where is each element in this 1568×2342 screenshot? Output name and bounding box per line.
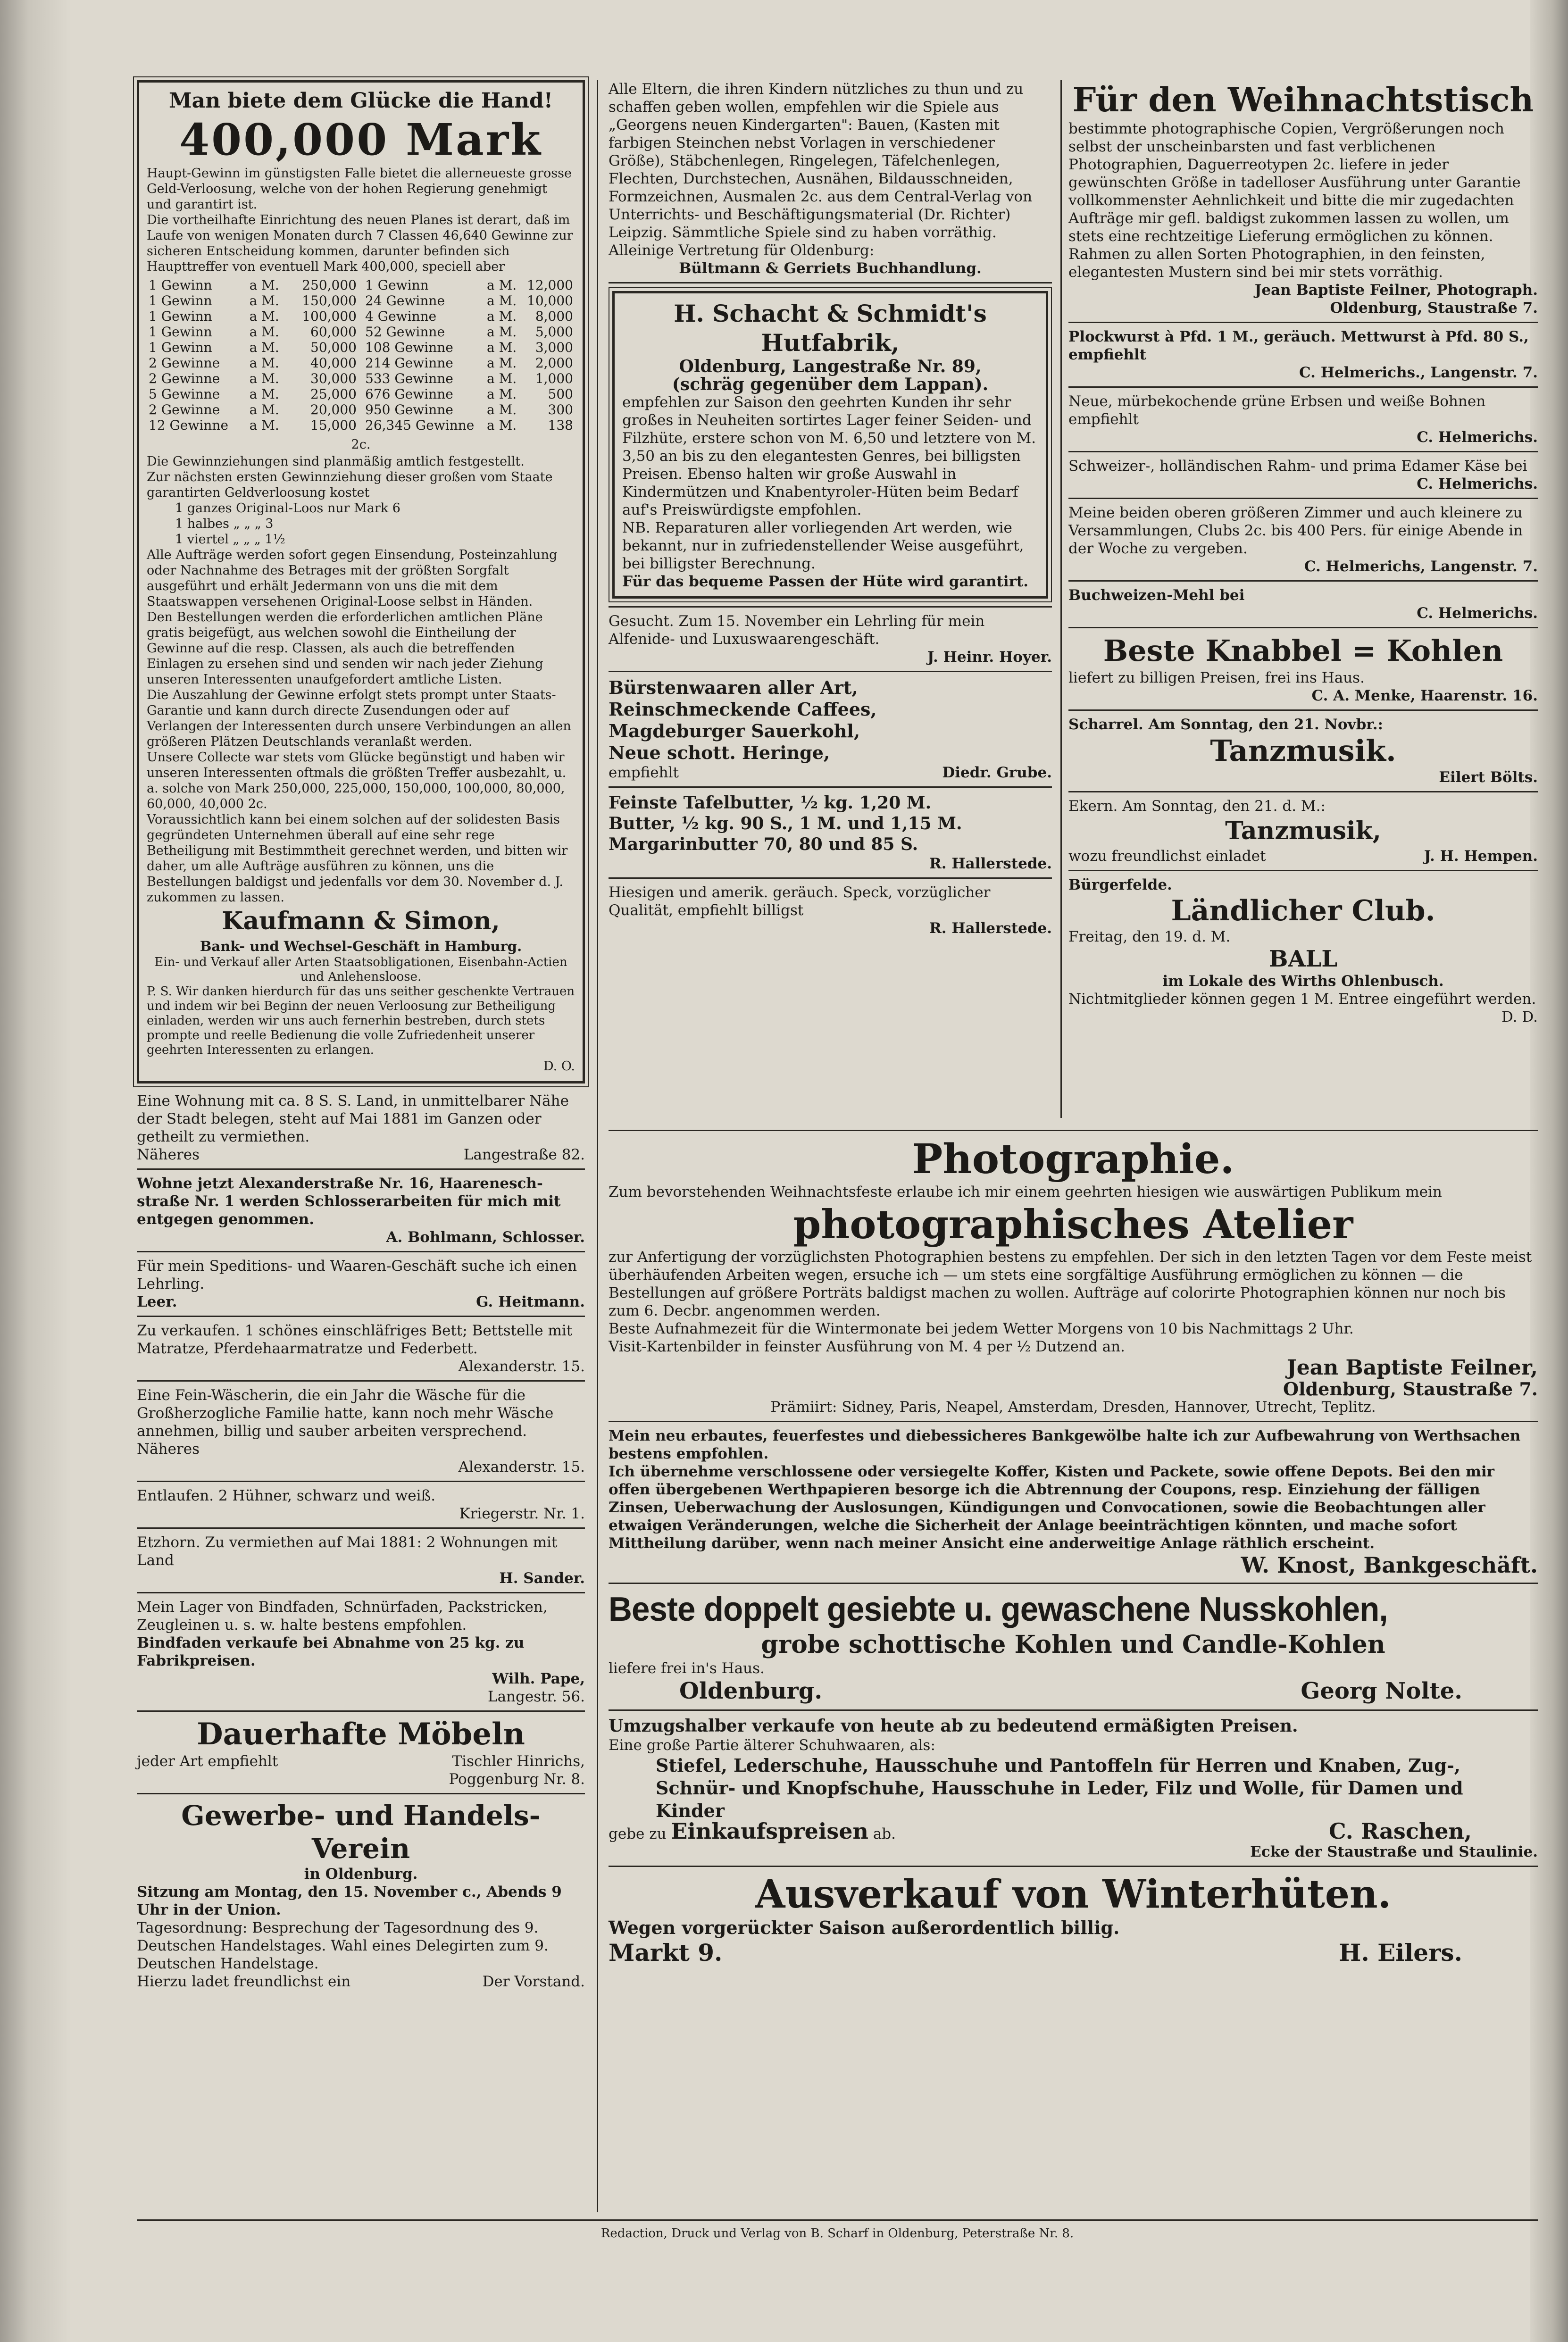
prize-row bbox=[363, 340, 575, 355]
ad-weihnachtstisch-body: bestimmte photographische Copien, Vergrößerungen noch selbst der unscheinbarsten und fast verblichenen Photographien, Daguerreotypen 2c. liefere in jeder gewünschten Größe in tadelloser Ausführung unter Garantie vollkommenster Aehnlichkeit und bitte die mir zugedachten Aufträge mir gefl. baldigst zukommen lassen zu wollen, um stets eine rechtzeitige Lieferung ermöglichen zu können. Rahmen zu allen Sorten Photographien, in den feinsten, elegantesten Mustern sind bei mir stets vorräthig. bbox=[1068, 120, 1521, 281]
prize-row bbox=[147, 308, 359, 324]
prize-cell: 2 Gewinne bbox=[149, 355, 220, 371]
ad-helmerichs-mehl-signature: C. Helmerichs. bbox=[1417, 605, 1538, 622]
prize-row bbox=[363, 293, 575, 308]
ad-nolte-signature: Georg Nolte. bbox=[1301, 1678, 1462, 1704]
prize-table-left bbox=[147, 277, 359, 433]
ad-hallerstede-3: Margarinbutter 70, 80 und 85 S. bbox=[609, 834, 918, 854]
prize-cell: 533 Gewinne bbox=[365, 371, 453, 386]
prize-cell: a M. bbox=[487, 355, 517, 371]
prize-cell: a M. bbox=[249, 402, 279, 417]
ad-eilers-place: Markt 9. bbox=[609, 1939, 723, 1967]
ad-raschen-price: Einkaufspreisen bbox=[671, 1818, 868, 1844]
ad-moebel-headline: Dauerhafte Möbeln bbox=[197, 1717, 525, 1752]
ad-photographie-praemiirt: Prämiirt: Sidney, Paris, Neapel, Amsterdam, Dresden, Hannover, Utrecht, Teplitz. bbox=[770, 1399, 1376, 1416]
prize-cell: a M. bbox=[249, 293, 279, 308]
prize-cell: 3,000 bbox=[535, 340, 573, 355]
lottery-draws: Die Gewinnziehungen sind planmäßig amtlich festgestellt. bbox=[147, 454, 525, 469]
prize-row bbox=[147, 355, 359, 371]
prize-row bbox=[147, 417, 359, 433]
prize-cell: a M. bbox=[487, 386, 517, 402]
prize-cell: 1 Gewinn bbox=[149, 340, 212, 355]
prize-cell: 4 Gewinne bbox=[365, 308, 437, 324]
prize-cell: a M. bbox=[487, 371, 517, 386]
ad-helmerichs-zimmer-signature: C. Helmerichs, Langenstr. 7. bbox=[1304, 558, 1538, 575]
ad-tanz-ekern-top: Ekern. Am Sonntag, den 21. d. M.: bbox=[1068, 798, 1326, 815]
prize-cell: 1 Gewinn bbox=[149, 277, 212, 293]
ad-helmerichs-wurst: Plockwurst à Pfd. 1 M., geräuch. Mettwurst à Pfd. 80 S., empfiehlt bbox=[1068, 328, 1529, 363]
ad-helmerichs-kaese: Schweizer-, holländischen Rahm- und prima Edamer Käse bei bbox=[1068, 458, 1527, 475]
column-middle bbox=[609, 80, 1052, 937]
ad-weihnachtstisch-signature: Jean Baptiste Feilner, Photograph. bbox=[1254, 282, 1538, 299]
prize-row bbox=[147, 371, 359, 386]
prize-row bbox=[363, 277, 575, 293]
lottery-amount: 400,000 Mark bbox=[179, 114, 542, 165]
hutfabrik-nb: NB. Reparaturen aller vorliegenden Art werden, wie bekannt, nur in zufriedenstellender Weise ausgeführt, bei billigster Berechnung. bbox=[622, 519, 1024, 572]
ad-pape-address: Langestr. 56. bbox=[487, 1688, 585, 1705]
lottery-price-2: 1 halbes „ „ „ 3 bbox=[175, 517, 274, 531]
newspaper-page bbox=[137, 80, 1538, 2297]
ad-verein-body: Tagesordnung: Besprechung der Tagesordnung des 9. Deutschen Handelstages. Wahl eines Delegirten zum 9. Deutschen Handelstage. bbox=[137, 1919, 549, 1972]
prize-cell: a M. bbox=[249, 308, 279, 324]
ad-tanz-ekern-headline: Tanzmusik, bbox=[1225, 817, 1381, 845]
ad-verein-left: Hierzu ladet freundlichst ein bbox=[137, 1973, 351, 1990]
prize-cell: 40,000 bbox=[310, 355, 357, 371]
hutfabrik-address-2: (schräg gegenüber dem Lappan). bbox=[672, 375, 989, 394]
ad-club-date: Freitag, den 19. d. M. bbox=[1068, 928, 1231, 945]
ad-eilers-headline: Ausverkauf von Winterhüten. bbox=[755, 1872, 1392, 1917]
ad-heitmann: Für mein Speditions- und Waaren-Geschäft suche ich einen Lehrling. bbox=[137, 1258, 577, 1292]
ad-huehner: Entlaufen. 2 Hühner, schwarz und weiß. bbox=[137, 1487, 436, 1504]
lottery-advertisement bbox=[137, 80, 585, 1083]
prize-row bbox=[363, 371, 575, 386]
ad-raschen-price-left: gebe zu bbox=[609, 1825, 667, 1842]
ad-grube-left: empfiehlt bbox=[609, 764, 679, 781]
prize-cell: 1 Gewinn bbox=[149, 293, 212, 308]
col1-classifieds bbox=[137, 1092, 585, 1991]
prize-cell: 2 Gewinne bbox=[149, 402, 220, 417]
prize-cell: a M. bbox=[487, 277, 517, 293]
ad-raschen-signature: C. Raschen, bbox=[1329, 1818, 1472, 1844]
hutfabrik-close: Für das bequeme Passen der Hüte wird garantirt. bbox=[622, 573, 1029, 590]
hutfabrik-headline: H. Schacht & Schmidt's Hutfabrik, bbox=[674, 300, 987, 357]
ad-photographie-body-2: Beste Aufnahmezeit für die Wintermonate bei jedem Wetter Morgens von 10 bis Nachmittags 2 Uhr. bbox=[609, 1320, 1354, 1337]
prize-cell: 676 Gewinne bbox=[365, 386, 453, 402]
book-binding-shadow bbox=[0, 0, 71, 2342]
lottery-firm: Kaufmann & Simon, bbox=[222, 907, 500, 935]
ad-weihnachtstisch-headline: Für den Weihnachtstisch bbox=[1072, 80, 1534, 119]
prize-cell: a M. bbox=[487, 417, 517, 433]
ad-eilers-body: Wegen vorgerückter Saison außerordentlich billig. bbox=[609, 1917, 1120, 1938]
ad-raschen-items: Stiefel, Lederschuhe, Hausschuhe und Pantoffeln für Herren und Knaben, Zug-, Schnür- und Knopfschuhe, Hausschuhe in Leder, Filz und Wolle, für Damen und Kinder bbox=[656, 1755, 1463, 1821]
ad-wohnung-left: Näheres bbox=[137, 1146, 200, 1163]
lottery-body-2: Den Bestellungen werden die erforderlichen amtlichen Pläne gratis beigefügt, aus welchen sowohl die Eintheilung der Gewinne auf die resp. Classen, als auch die betreffenden Einlagen zu ersehen sind und senden wir nach jeder Ziehung unseren Interessenten unaufgefordert amtliche Listen. bbox=[147, 610, 543, 687]
prize-row bbox=[147, 402, 359, 417]
ad-helmerichs-zimmer: Meine beiden oberen größeren Zimmer und auch kleinere zu Versammlungen, Clubs 2c. bis 400 Pers. für einige Abende in der Woche zu vergeben. bbox=[1068, 504, 1523, 557]
prize-row bbox=[363, 308, 575, 324]
ad-club-signature: D. D. bbox=[1501, 1008, 1538, 1025]
ad-waescherin-address: Alexanderstr. 15. bbox=[458, 1459, 585, 1475]
ad-club-top: Bürgerfelde. bbox=[1068, 876, 1172, 893]
prize-cell: 20,000 bbox=[310, 402, 357, 417]
prize-cell: 15,000 bbox=[310, 417, 357, 433]
ad-moebel-address: Poggenburg Nr. 8. bbox=[449, 1771, 585, 1788]
ad-grube-4: Neue schott. Heringe, bbox=[609, 742, 830, 763]
prize-cell: 100,000 bbox=[302, 308, 357, 324]
ad-heitmann-left: Leer. bbox=[137, 1293, 177, 1310]
prize-cell: a M. bbox=[487, 293, 517, 308]
ad-moebel-left: jeder Art empfiehlt bbox=[137, 1753, 278, 1770]
lottery-etc: 2c. bbox=[351, 437, 371, 452]
prize-cell: 950 Gewinne bbox=[365, 402, 453, 417]
ad-knabbel-body: liefert zu billigen Preisen, frei ins Haus. bbox=[1068, 669, 1365, 686]
ad-raschen-address: Ecke der Staustraße und Staulinie. bbox=[1250, 1843, 1538, 1860]
prize-cell: a M. bbox=[249, 355, 279, 371]
ad-raschen-headline: Umzugshalber verkaufe von heute ab zu bedeutend ermäßigten Preisen. bbox=[609, 1716, 1298, 1736]
prize-cell: 1,000 bbox=[535, 371, 573, 386]
prize-cell: 30,000 bbox=[310, 371, 357, 386]
ad-bett-address: Alexanderstr. 15. bbox=[458, 1358, 585, 1375]
ad-tanz-scharrel-signature: Eilert Bölts. bbox=[1439, 769, 1538, 786]
ad-raschen-price-ab: ab. bbox=[873, 1825, 896, 1842]
prize-cell: 12 Gewinne bbox=[149, 417, 229, 433]
prize-cell: 500 bbox=[548, 386, 573, 402]
prize-row bbox=[363, 324, 575, 340]
ad-nolte-headline-2: grobe schottische Kohlen und Candle-Kohlen bbox=[761, 1630, 1385, 1659]
ad-knost-body: Mein neu erbautes, feuerfestes und diebessicheres Bankgewölbe halte ich zur Aufbewahrung von Werthsachen bestens empfohlen. bbox=[609, 1427, 1521, 1462]
prize-cell: a M. bbox=[487, 402, 517, 417]
ad-club-headline: Ländlicher Club. bbox=[1171, 894, 1435, 927]
ad-photographie-body-3: Visit-Kartenbilder in feinster Ausführung von M. 4 per ½ Dutzend an. bbox=[609, 1338, 1125, 1355]
ad-nolte-headline: Beste doppelt gesiebte u. gewaschene Nusskohlen, bbox=[609, 1591, 1388, 1628]
ad-waescherin: Eine Fein-Wäscherin, die ein Jahr die Wäsche für die Großherzogliche Familie hatte, kann noch mehr Wäsche annehmen, billig und sauber arbeiten versprechend. Näheres bbox=[137, 1387, 554, 1458]
ad-verein-headline: Gewerbe- und Handels-Verein bbox=[181, 1800, 541, 1865]
prize-cell: 5,000 bbox=[535, 324, 573, 340]
ad-etzhorn-signature: H. Sander. bbox=[499, 1570, 585, 1587]
prize-row bbox=[363, 355, 575, 371]
ad-knabbel-signature: C. A. Menke, Haarenstr. 16. bbox=[1311, 687, 1538, 704]
ad-hallerstede-2: Butter, ½ kg. 90 S., 1 M. und 1,15 M. bbox=[609, 814, 962, 833]
ad-pape-signature: Wilh. Pape, bbox=[492, 1670, 585, 1687]
prize-cell: 2,000 bbox=[535, 355, 573, 371]
ad-helmerichs-kaese-signature: C. Helmerichs. bbox=[1417, 475, 1538, 492]
prize-row bbox=[147, 386, 359, 402]
ad-bett: Zu verkaufen. 1 schönes einschläfriges Bett; Bettstelle mit Matratze, Pferdehaarmatratze und Federbett. bbox=[137, 1322, 573, 1357]
prize-cell: 214 Gewinne bbox=[365, 355, 453, 371]
ad-photographie-atelier: photographisches Atelier bbox=[793, 1201, 1353, 1248]
lottery-firm-sub2: Ein- und Verkauf aller Arten Staatsobligationen, Eisenbahn-Actien und Anlehensloose. bbox=[154, 955, 567, 984]
lottery-price-1: 1 ganzes Original-Loos nur Mark 6 bbox=[175, 501, 400, 516]
ad-knost-signature: W. Knost, Bankgeschäft. bbox=[1241, 1552, 1538, 1578]
prize-row bbox=[147, 277, 359, 293]
prize-cell: 1 Gewinn bbox=[149, 324, 212, 340]
prize-cell: 138 bbox=[548, 417, 573, 433]
prize-cell: a M. bbox=[249, 324, 279, 340]
ad-pape-2: Bindfaden verkaufe bei Abnahme von 25 kg. zu Fabrikpreisen. bbox=[137, 1634, 525, 1669]
ad-tanz-ekern-signature: J. H. Hempen. bbox=[1424, 848, 1538, 865]
ad-wohnung: Eine Wohnung mit ca. 8 S. S. Land, in unmittelbarer Nähe der Stadt belegen, steht auf Mai 1881 im Ganzen oder getheilt zu vermiethen. bbox=[137, 1092, 569, 1145]
ad-hutfabrik bbox=[612, 291, 1048, 599]
prize-row bbox=[363, 386, 575, 402]
column-rule-2 bbox=[1060, 80, 1062, 1118]
prize-cell: 1 Gewinn bbox=[365, 277, 429, 293]
prize-cell: 50,000 bbox=[310, 340, 357, 355]
ad-hallerstede-signature: R. Hallerstede. bbox=[929, 855, 1052, 872]
prize-cell: a M. bbox=[249, 340, 279, 355]
lottery-price-3: 1 viertel „ „ „ 1½ bbox=[175, 532, 285, 547]
ad-helmerichs-erbsen: Neue, mürbekochende grüne Erbsen und weiße Bohnen empfiehlt bbox=[1068, 393, 1486, 428]
prize-cell: 26,345 Gewinne bbox=[365, 417, 475, 433]
lottery-body-3: Die Auszahlung der Gewinne erfolgt stets prompt unter Staats-Garantie und kann durch directe Zusendungen oder auf Verlangen der Interessenten durch unsere Verbindungen an allen größeren Plätzen Deutschlands veranlaßt werden. bbox=[147, 688, 571, 749]
lottery-headline: Man biete dem Glücke die Hand! bbox=[168, 89, 553, 113]
lottery-plan: Die vortheilhafte Einrichtung des neuen Planes ist derart, daß im Laufe von wenigen Monaten durch 7 Classen 46,640 Gewinne zur sicheren Entscheidung kommen, darunter befinden sich Haupttreffer von eventuell Mark 400,000, speciell aber bbox=[147, 213, 573, 274]
ad-tanz-scharrel-headline: Tanzmusik. bbox=[1210, 733, 1396, 768]
ad-spiele-signature: Bültmann & Gerriets Buchhandlung. bbox=[679, 260, 982, 277]
ad-wohnung-right: Langestraße 82. bbox=[463, 1146, 585, 1163]
hutfabrik-address: Oldenburg, Langestraße Nr. 89, bbox=[679, 357, 982, 376]
prize-cell: 250,000 bbox=[302, 277, 357, 293]
ad-photographie-address: Oldenburg, Staustraße 7. bbox=[1283, 1378, 1538, 1400]
ad-nolte-place: Oldenburg. bbox=[679, 1678, 823, 1704]
prize-cell: a M. bbox=[249, 371, 279, 386]
ad-club-location: im Lokale des Wirths Ohlenbusch. bbox=[1162, 973, 1444, 990]
imprint-footer: Redaction, Druck und Verlag von B. Scharf in Oldenburg, Peterstraße Nr. 8. bbox=[137, 2219, 1538, 2241]
ad-moebel-right: Tischler Hinrichs, bbox=[452, 1753, 585, 1770]
ad-raschen-body: Eine große Partie älterer Schuhwaaren, als: bbox=[609, 1737, 935, 1754]
prize-cell: a M. bbox=[487, 324, 517, 340]
ad-nolte-body: liefere frei in's Haus. bbox=[609, 1660, 765, 1677]
prize-cell: 24 Gewinne bbox=[365, 293, 445, 308]
lottery-body-1: Alle Aufträge werden sofort gegen Einsendung, Posteinzahlung oder Nachnahme des Betrages mit der größten Sorgfalt ausgeführt und erhält Jedermann von uns die mit dem Staatswappen versehenen Original-Loose selbst in Händen. bbox=[147, 548, 558, 609]
prize-cell: 12,000 bbox=[527, 277, 573, 293]
column-rule-1 bbox=[597, 80, 598, 2212]
prize-cell: 300 bbox=[548, 402, 573, 417]
ad-verein-sub: in Oldenburg. bbox=[304, 1866, 418, 1883]
lottery-body-4: Unsere Collecte war stets vom Glücke begünstigt und haben wir unseren Interessenten oftmals die größten Treffer ausbezahlt, u. a. solche von Mark 250,000, 225,000, 150,000, 100,000, 80,000, 60,000, 40,000 2c. bbox=[147, 750, 567, 811]
prize-cell: 1 Gewinn bbox=[149, 308, 212, 324]
prize-row bbox=[147, 324, 359, 340]
column-left bbox=[137, 80, 585, 1991]
ad-huehner-address: Kriegerstr. Nr. 1. bbox=[459, 1505, 585, 1522]
wide-advertisements bbox=[609, 1130, 1538, 1967]
ad-eilers-signature: H. Eilers. bbox=[1339, 1939, 1462, 1967]
prize-cell: a M. bbox=[487, 308, 517, 324]
ad-photographie-body: zur Anfertigung der vorzüglichsten Photographien bestens zu empfehlen. Der sich in den letzten Tagen vor dem Feste meist überhäufenden Arbeiten wegen, ersuche ich — um stets eine sorgfältige Ausführung ermöglichen zu können — die Bestellungen auf größere Porträts baldigst machen zu wollen. Aufträge auf colorirte Photographien können nur noch bis zum 6. Decbr. angenommen werden. bbox=[609, 1249, 1532, 1319]
prize-cell: 8,000 bbox=[535, 308, 573, 324]
ad-grube-2: Reinschmeckende Caffees, bbox=[609, 699, 877, 720]
ad-pape: Mein Lager von Bindfaden, Schnürfaden, Packstricken, Zeugleinen u. s. w. halte bestens empfohlen. bbox=[137, 1599, 548, 1634]
ad-helmerichs-wurst-signature: C. Helmerichs., Langenstr. 7. bbox=[1299, 364, 1538, 381]
prize-cell: a M. bbox=[249, 386, 279, 402]
ad-weihnachtstisch-address: Oldenburg, Staustraße 7. bbox=[1330, 300, 1538, 317]
ad-knabbel-headline: Beste Knabbel = Kohlen bbox=[1103, 633, 1503, 668]
ad-helmerichs-erbsen-signature: C. Helmerichs. bbox=[1417, 429, 1538, 446]
prize-row bbox=[147, 340, 359, 355]
prize-row bbox=[363, 417, 575, 433]
prize-row bbox=[147, 293, 359, 308]
lottery-ps: P. S. Wir danken hierdurch für das uns seither geschenkte Vertrauen und indem wir bei Beginn der neuen Verloosung zur Betheiligung einladen, werden wir uns auch fernerhin bestreben, durch stets prompte und reelle Bedienung die volle Zufriedenheit unserer geehrten Interessenten zu erlangen. bbox=[147, 984, 575, 1057]
ad-hallerstede-speck: Hiesigen und amerik. geräuch. Speck, vorzüglicher Qualität, empfiehlt billigst bbox=[609, 884, 991, 919]
prize-cell: 10,000 bbox=[527, 293, 573, 308]
prize-row bbox=[363, 402, 575, 417]
ad-bohlmann-signature: A. Bohlmann, Schlosser. bbox=[386, 1229, 585, 1246]
prize-cell: a M. bbox=[249, 417, 279, 433]
ad-club-ball: BALL bbox=[1268, 946, 1338, 972]
prize-cell: 25,000 bbox=[310, 386, 357, 402]
ad-hallerstede-speck-signature: R. Hallerstede. bbox=[929, 920, 1052, 937]
ad-spiele: Alle Eltern, die ihren Kindern nützliches zu thun und zu schaffen geben wollen, empfehlen wir die Spiele aus „Georgens neuen Kindergarten": Bauen, (Kasten mit farbigen Steinchen nebst Vorlagen in verschiedener Größe), Stäbchenlegen, Ringelegen, Täfelchenlegen, Flechten, Durchstechen, Ausnähen, Bildausschneiden, Formzeichnen, Ausmalen 2c. aus dem Central-Verlag von Unterrichts- und Beschäftigungsmaterial (Dr. Richter) Leipzig. Sämmtliche Spiele sind zu haben vorräthig. bbox=[609, 81, 1033, 241]
prize-cell: 2 Gewinne bbox=[149, 371, 220, 386]
ad-grube-1: Bürstenwaaren aller Art, bbox=[609, 677, 858, 698]
prize-cell: a M. bbox=[249, 277, 279, 293]
ad-verein-right: Der Vorstand. bbox=[482, 1973, 585, 1990]
ad-helmerichs-mehl: Buchweizen-Mehl bei bbox=[1068, 587, 1245, 604]
prize-cell: 5 Gewinne bbox=[149, 386, 220, 402]
column-right bbox=[1068, 80, 1538, 1026]
prize-cell: a M. bbox=[487, 340, 517, 355]
lottery-firm-sub: Bank- und Wechsel-Geschäft in Hamburg. bbox=[200, 938, 522, 954]
ad-tanz-ekern-left: wozu freundlichst einladet bbox=[1068, 848, 1266, 865]
lottery-intro: Haupt-Gewinn im günstigsten Falle bietet die allerneueste grosse Geld-Verloosung, welche von der hohen Regierung genehmigt und garantirt ist. bbox=[147, 166, 572, 212]
prize-table-right bbox=[363, 277, 575, 433]
ad-knost-body-2: Ich übernehme verschlossene oder versiegelte Koffer, Kisten und Packete, sowie offene Depots. Bei den mir offen übergebenen Werthpapieren besorge ich die Abtrennung der Coupons, resp. Einziehung der fälligen Zinsen, Ueberwachung der Auslosungen, Kündigungen und Convocationen, sowie die Beobachtungen aller etwaigen Veränderungen, welche die Sicherheit der Anlage beeinträchtigen könnten, und mache sofort Mittheilung darüber, wenn nach meiner Ansicht eine anderweitige Anlage räthlich erscheint. bbox=[609, 1463, 1494, 1552]
ad-bohlmann: Wohne jetzt Alexanderstraße Nr. 16, Haareneschstraße Nr. 1 werden Schlosserarbeiten für mich mit entgegen genommen. bbox=[137, 1175, 561, 1228]
ad-hoyer: Gesucht. Zum 15. November ein Lehrling für mein Alfenide- und Luxuswaarengeschäft. bbox=[609, 613, 985, 648]
ad-photographie-intro: Zum bevorstehenden Weihnachtsfeste erlaube ich mir einem geehrten hiesigen wie auswärtigen Publikum mein bbox=[609, 1184, 1442, 1200]
ad-hoyer-signature: J. Heinr. Hoyer. bbox=[927, 649, 1052, 666]
prize-cell: 150,000 bbox=[302, 293, 357, 308]
ad-grube-signature: Diedr. Grube. bbox=[942, 764, 1052, 781]
ad-club-body: Nichtmitglieder können gegen 1 M. Entree eingeführt werden. bbox=[1068, 991, 1536, 1008]
lottery-body-5: Voraussichtlich kann bei einem solchen auf der solidesten Basis gegründeten Unternehmen überall auf eine sehr rege Betheiligung mit Bestimmtheit gerechnet werden, und bitten wir daher, um alle Aufträge ausführen zu können, uns die Bestellungen baldigst und jedenfalls vor dem 30. November d. J. zukommen zu lassen. bbox=[147, 812, 568, 905]
ad-verein-time: Sitzung am Montag, den 15. November c., Abends 9 Uhr in der Union. bbox=[137, 1884, 562, 1918]
prize-cell: 60,000 bbox=[310, 324, 357, 340]
lottery-next: Zur nächsten ersten Gewinnziehung dieser großen vom Staate garantirten Geldverloosung kostet bbox=[147, 470, 553, 500]
prize-cell: 108 Gewinne bbox=[365, 340, 453, 355]
ad-etzhorn: Etzhorn. Zu vermiethen auf Mai 1881: 2 Wohnungen mit Land bbox=[137, 1534, 558, 1569]
ad-tanz-scharrel-top: Scharrel. Am Sonntag, den 21. Novbr.: bbox=[1068, 716, 1383, 733]
ad-photographie-signature: Jean Baptiste Feilner, bbox=[1286, 1356, 1538, 1380]
ad-spiele-vertretung: Alleinige Vertretung für Oldenburg: bbox=[609, 242, 875, 259]
lottery-signature: D. O. bbox=[543, 1059, 575, 1074]
ad-heitmann-right: G. Heitmann. bbox=[476, 1293, 585, 1310]
prize-cell: 52 Gewinne bbox=[365, 324, 445, 340]
ad-hallerstede-1: Feinste Tafelbutter, ½ kg. 1,20 M. bbox=[609, 793, 932, 813]
ad-photographie-headline: Photographie. bbox=[912, 1135, 1234, 1183]
ad-grube-3: Magdeburger Sauerkohl, bbox=[609, 720, 860, 742]
hutfabrik-body: empfehlen zur Saison den geehrten Kunden ihr sehr großes in Neuheiten sortirtes Lager feiner Seiden- und Filzhüte, erstere schon von M. 6,50 und letztere von M. 3,50 an bis zu den elegantesten Genres, bei billigsten Preisen. Ebenso halten wir große Auswahl in Kindermützen und Knabentyroler-Hüten beim Bedarf auf's Preiswürdigste empfohlen. bbox=[622, 394, 1036, 518]
